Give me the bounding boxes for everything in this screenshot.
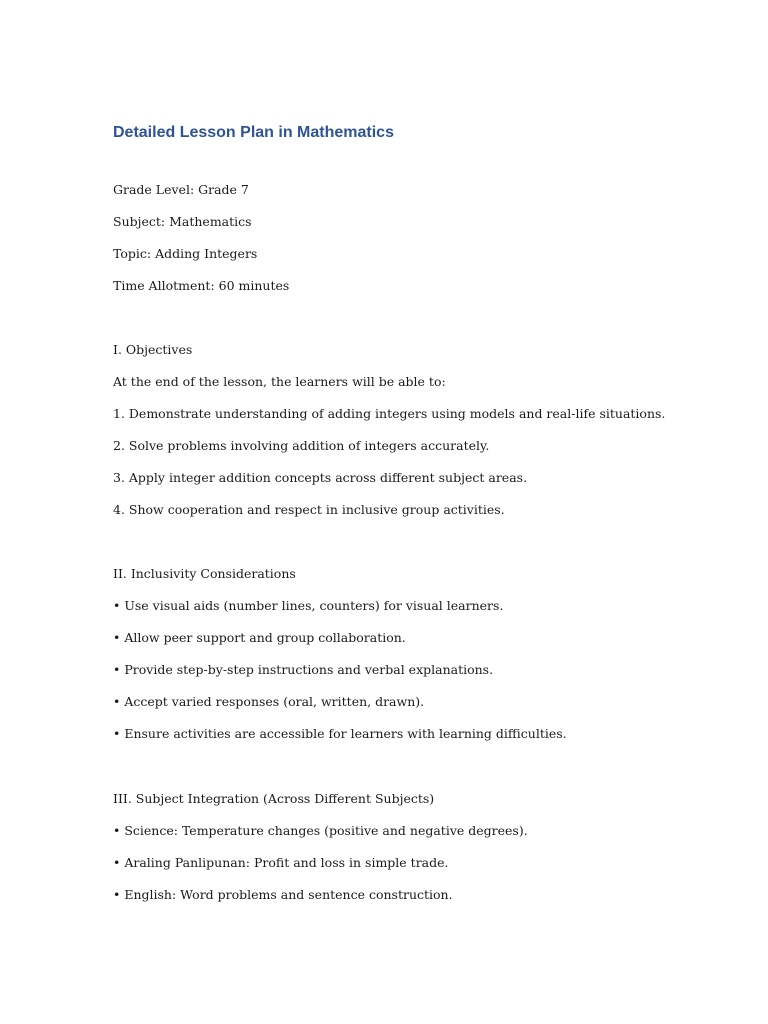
objectives-intro: At the end of the lesson, the learners will be able to: — [113, 374, 446, 389]
inclusivity-item: • Ensure activities are accessible for learners with learning difficulties. — [113, 726, 567, 741]
topic-text: Topic: Adding Integers — [113, 246, 258, 261]
inclusivity-item: • Allow peer support and group collaboration. — [113, 630, 406, 645]
integration-heading: III. Subject Integration (Across Different Subjects) — [113, 791, 435, 806]
objectives-heading: I. Objectives — [113, 342, 193, 357]
objective-item: 2. Solve problems involving addition of integers accurately. — [113, 438, 490, 453]
objective-item: 4. Show cooperation and respect in inclusive group activities. — [113, 502, 505, 517]
objective-item: 1. Demonstrate understanding of adding integers using models and real-life situations. — [113, 406, 666, 421]
inclusivity-item: • Use visual aids (number lines, counters) for visual learners. — [113, 598, 504, 613]
integration-item: • Science: Temperature changes (positive and negative degrees). — [113, 823, 528, 838]
inclusivity-item: • Provide step-by-step instructions and verbal explanations. — [113, 662, 494, 677]
document-title: Detailed Lesson Plan in Mathematics — [113, 124, 394, 141]
inclusivity-heading: II. Inclusivity Considerations — [113, 566, 296, 581]
inclusivity-item: • Accept varied responses (oral, written, drawn). — [113, 694, 425, 709]
time-allotment-text: Time Allotment: 60 minutes — [113, 278, 290, 293]
integration-item: • English: Word problems and sentence construction. — [113, 887, 453, 902]
integration-item: • Araling Panlipunan: Profit and loss in simple trade. — [113, 855, 449, 870]
grade-level-text: Grade Level: Grade 7 — [113, 182, 249, 197]
subject-text: Subject: Mathematics — [113, 214, 252, 229]
objective-item: 3. Apply integer addition concepts across different subject areas. — [113, 470, 528, 485]
